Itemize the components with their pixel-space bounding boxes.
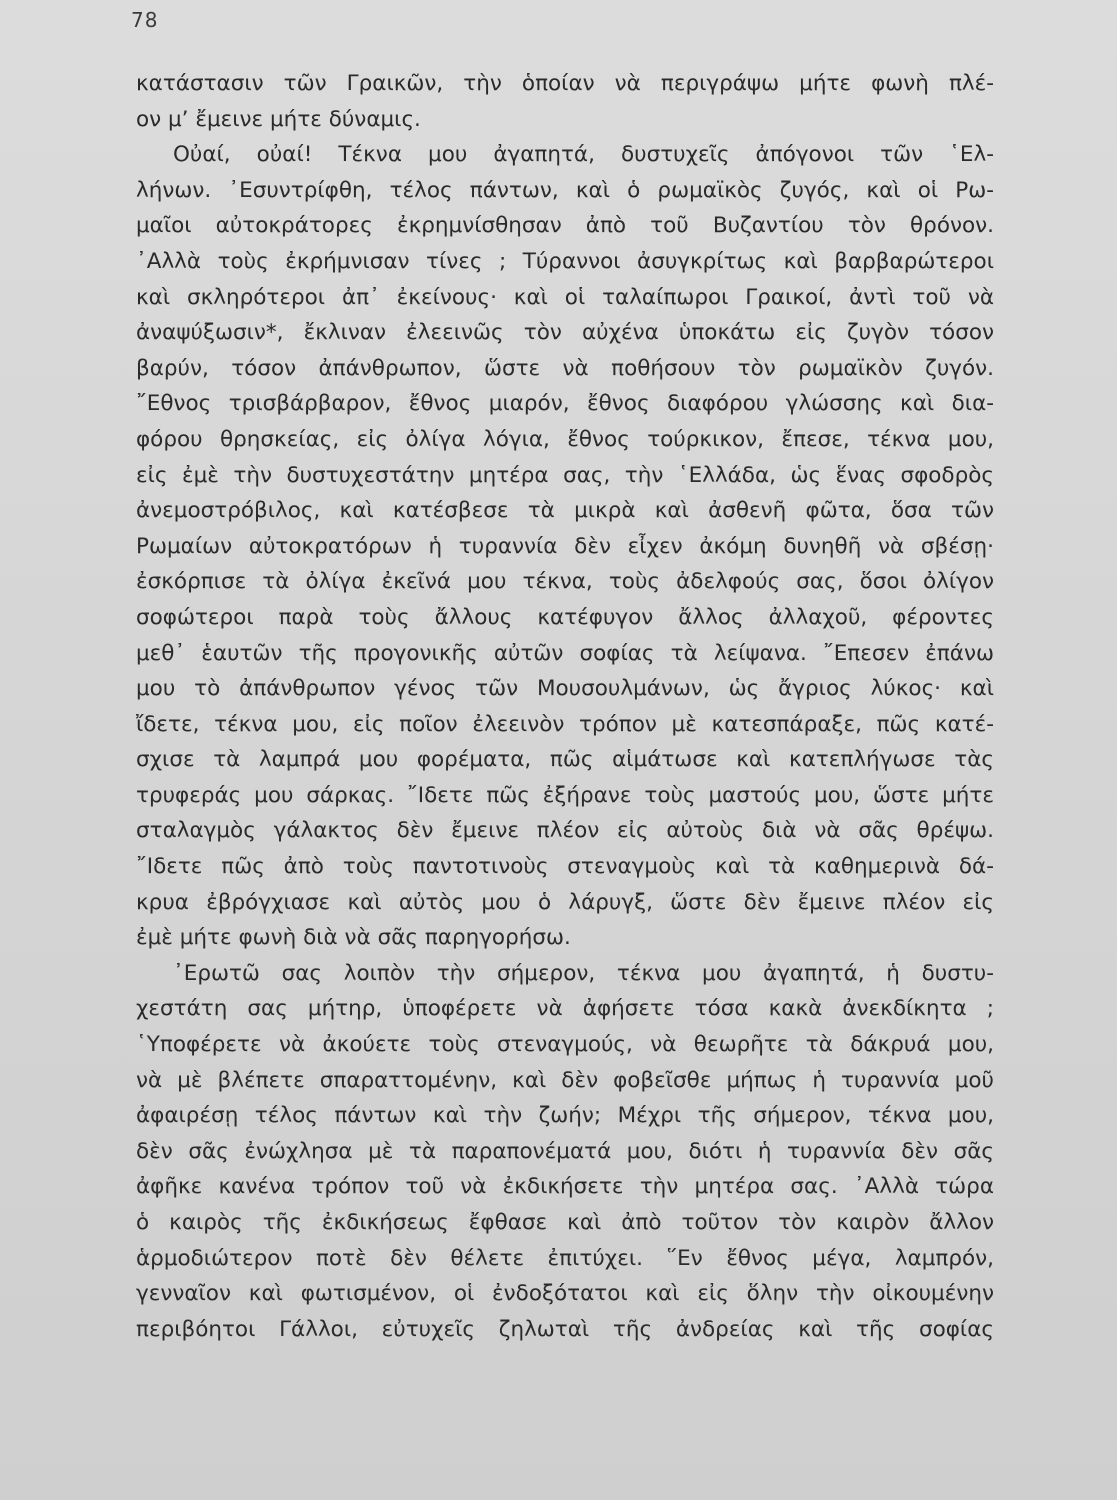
text-line: καὶ σκληρότεροι ἀπ᾿ ἐκείνους· καὶ οἱ ταλαίπωροι Γραικοί, ἀντὶ τοῦ νὰ <box>136 284 994 310</box>
text-line: ῾Υποφέρετε νὰ ἀκούετε τοὺς στεναγμούς, νὰ θεωρῆτε τὰ δάκρυά μου, <box>136 1032 994 1058</box>
text-line: ᾿Αλλὰ τοὺς ἐκρήμνισαν τίνες ; Τύραννοι ἀσυγκρίτως καὶ βαρβαρώτεροι <box>136 248 994 274</box>
text-line: ἐσκόρπισε τὰ ὀλίγα ἐκεῖνά μου τέκνα, τοὺς ἀδελφούς σας, ὅσοι ὀλίγον <box>136 569 994 595</box>
text-line: ἁρμοδιώτερον ποτὲ δὲν θέλετε ἐπιτύχει. ῞Εν ἔθνος μέγα, λαμπρόν, <box>136 1245 994 1271</box>
text-line: ὁ καιρὸς τῆς ἐκδικήσεως ἔφθασε καὶ ἀπὸ τοῦτον τὸν καιρὸν ἄλλον <box>136 1210 994 1235</box>
text-line: μαῖοι αὐτοκράτορες ἐκρημνίσθησαν ἀπὸ τοῦ Βυζαντίου τὸν θρόνον. <box>136 213 994 239</box>
text-line: ῎Εθνος τρισβάρβαρον, ἔθνος μιαρόν, ἔθνος διαφόρου γλώσσης καὶ δια- <box>136 391 994 417</box>
text-line: μεθ᾿ ἑαυτῶν τῆς προγονικῆς αὐτῶν σοφίας τὰ λείψανα. ῎Επεσεν ἐπάνω <box>136 640 994 666</box>
text-line: τρυφεράς μου σάρκας. ῎Ιδετε πῶς ἐξήρανε τοὺς μαστούς μου, ὥστε μήτε <box>136 782 994 808</box>
page-number: 78 <box>131 8 159 32</box>
text-line: ᾿Ερωτῶ σας λοιπὸν τὴν σήμερον, τέκνα μου ἀγαπητά, ἡ δυστυ- <box>173 960 994 986</box>
text-line: γενναῖον καὶ φωτισμένον, οἱ ἐνδοξότατοι καὶ εἰς ὅλην τὴν οἰκουμένην <box>136 1281 994 1307</box>
text-line: ον μ’ ἔμεινε μήτε δύναμις. <box>136 106 421 132</box>
text-line: σχισε τὰ λαμπρά μου φορέματα, πῶς αἱμάτωσε καὶ κατεπλήγωσε τὰς <box>136 747 994 773</box>
body-text <box>136 66 994 1347</box>
text-line: δὲν σᾶς ἐνώχλησα μὲ τὰ παραπονέματά μου, διότι ἡ τυραννία δὲν σᾶς <box>136 1138 994 1164</box>
text-line: ἀφαιρέσῃ τέλος πάντων καὶ τὴν ζωήν; Μέχρι τῆς σήμερον, τέκνα μου, <box>136 1103 994 1129</box>
text-line: ἐμὲ μήτε φωνὴ διὰ νὰ σᾶς παρηγορήσω. <box>136 925 571 951</box>
text-line: εἰς ἐμὲ τὴν δυστυχεστάτην μητέρα σας, τὴν ῾Ελλάδα, ὡς ἕνας σφοδρὸς <box>136 462 994 488</box>
text-line: σοφώτεροι παρὰ τοὺς ἄλλους κατέφυγον ἄλλος ἀλλαχοῦ, φέροντες <box>136 604 994 630</box>
text-line: ἴδετε, τέκνα μου, εἰς ποῖον ἐλεεινὸν τρόπον μὲ κατεσπάραξε, πῶς κατέ- <box>136 711 994 737</box>
text-line: κρυα ἐβρόγχιασε καὶ αὐτὸς μου ὁ λάρυγξ, ὥστε δὲν ἔμεινε πλέον εἰς <box>136 889 994 915</box>
text-line: νὰ μὲ βλέπετε σπαραττομένην, καὶ δὲν φοβεῖσθε μήπως ἡ τυραννία μοῦ <box>136 1067 994 1093</box>
text-line: Ρωμαίων αὐτοκρατόρων ἡ τυραννία δὲν εἶχεν ἀκόμη δυνηθῆ νὰ σβέσῃ· <box>136 533 994 559</box>
text-line: μου τὸ ἀπάνθρωπον γένος τῶν Μουσουλμάνων, ὡς ἄγριος λύκος· καὶ <box>136 676 994 702</box>
text-line: φόρου θρησκείας, εἰς ὀλίγα λόγια, ἔθνος τούρκικον, ἔπεσε, τέκνα μου, <box>136 426 994 452</box>
text-line: Οὐαί, οὐαί! Τέκνα μου ἀγαπητά, δυστυχεῖς ἀπόγονοι τῶν ῾Ελ- <box>173 142 994 168</box>
text-line: βαρύν, τόσον ἀπάνθρωπον, ὥστε νὰ ποθήσουν τὸν ρωμαϊκὸν ζυγόν. <box>136 355 994 381</box>
text-line: ἀνεμοστρόβιλος, καὶ κατέσβεσε τὰ μικρὰ καὶ ἀσθενῆ φῶτα, ὅσα τῶν <box>136 498 994 524</box>
text-line: περιβόητοι Γάλλοι, εὐτυχεῖς ζηλωταὶ τῆς ἀνδρείας καὶ τῆς σοφίας <box>136 1316 994 1342</box>
text-line: λήνων. ᾿Εσυντρίφθη, τέλος πάντων, καὶ ὁ ρωμαϊκὸς ζυγός, καὶ οἱ Ρω- <box>136 177 994 203</box>
text-line: χεστάτη σας μήτηρ, ὑποφέρετε νὰ ἀφήσετε τόσα κακὰ ἀνεκδίκητα ; <box>136 996 994 1022</box>
text-line: κατάστασιν τῶν Γραικῶν, τὴν ὁποίαν νὰ περιγράψω μήτε φωνὴ πλέ- <box>136 71 994 96</box>
text-line: ῎Ιδετε πῶς ἀπὸ τοὺς παντοτινοὺς στεναγμοὺς καὶ τὰ καθημερινὰ δά- <box>136 854 994 880</box>
text-line: ἀναψύξωσιν*, ἔκλιναν ἐλεεινῶς τὸν αὐχένα ὑποκάτω εἰς ζυγὸν τόσον <box>136 320 994 346</box>
text-line: ἀφῆκε κανένα τρόπον τοῦ νὰ ἐκδικήσετε τὴν μητέρα σας. ᾿Αλλὰ τώρα <box>136 1174 994 1200</box>
text-line: σταλαγμὸς γάλακτος δὲν ἔμεινε πλέον εἰς αὐτοὺς διὰ νὰ σᾶς θρέψω. <box>136 818 994 844</box>
